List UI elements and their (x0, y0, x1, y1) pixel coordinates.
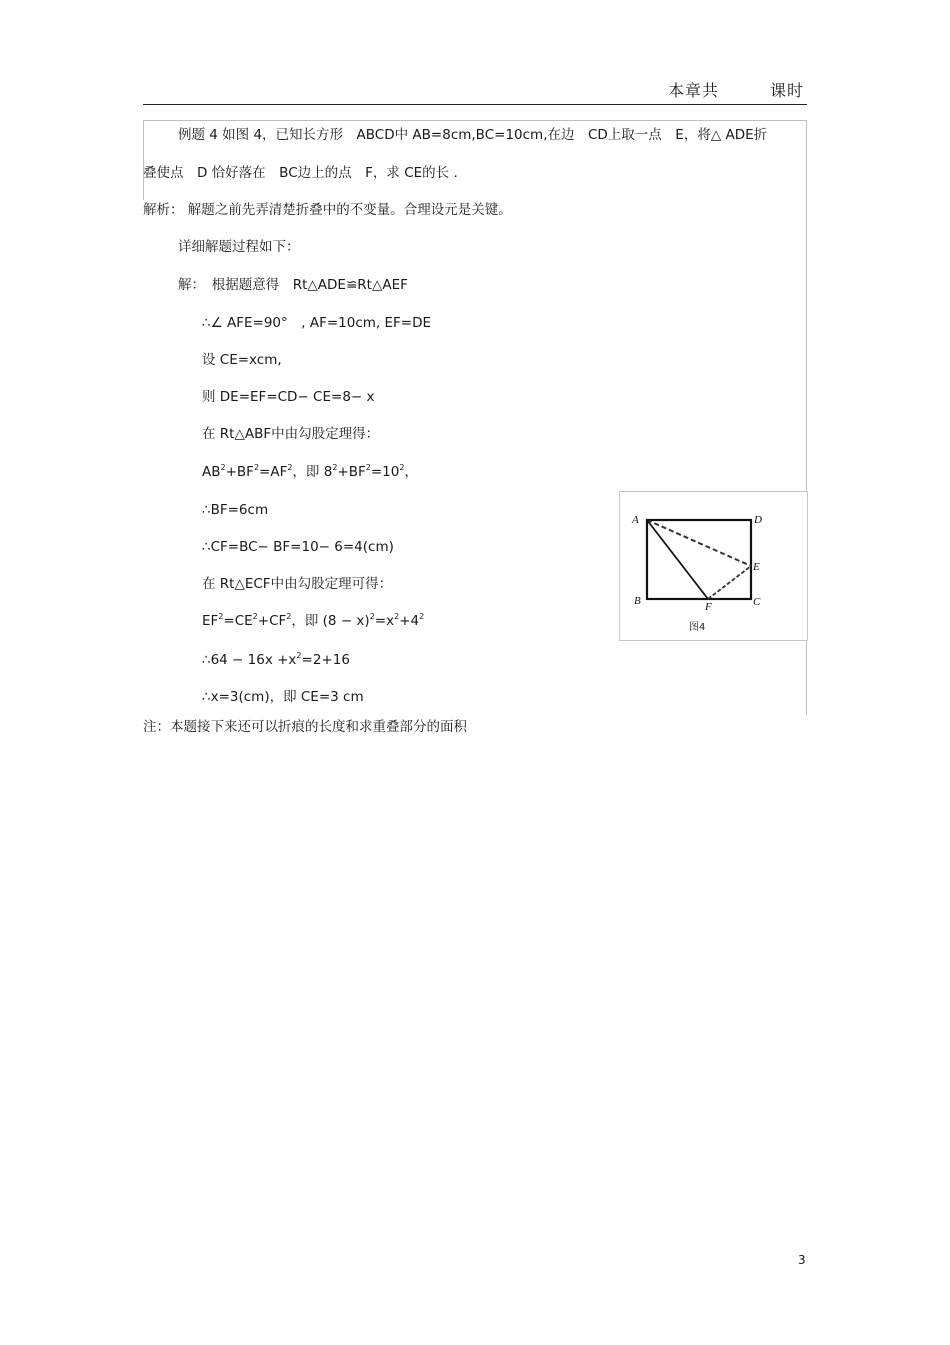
solution-step-9: 在 Rt△ECF中由勾股定理可得： (202, 576, 393, 592)
solution-step-7: ∴BF=6cm (202, 502, 269, 518)
solution-step-5: 在 Rt△ABF中由勾股定理得： (202, 426, 380, 442)
label-d: D (754, 514, 762, 526)
analysis-text: 解题之前先弄清楚折叠中的不变量。合理设元是关键。 (187, 202, 512, 218)
solution-step-10: $EF^2=CE^2+CF^2$，即 $(8 - x)^2=x^2+4^2$ (202, 611, 425, 629)
figure-4 (619, 491, 808, 641)
label-f: F (705, 601, 712, 613)
segment-af (647, 520, 708, 599)
analysis-label: 解析： (143, 202, 184, 218)
solution-step-1: 解： 根据题意得 Rt△ADE≌Rt△AEF (178, 277, 408, 293)
segment-fe (708, 566, 751, 599)
solution-step-4: 则 DE=EF=CD− CE=8− x (202, 389, 375, 405)
label-a: A (632, 514, 639, 526)
solution-step-8: ∴CF=BC− BF=10− 6=4(cm) (202, 539, 394, 555)
solution-intro: 详细解题过程如下： (178, 239, 300, 255)
figure-caption: 图4 (689, 622, 706, 633)
solution-step-12: ∴x=3(cm)，即 CE=3 cm (202, 689, 364, 705)
note-line: 注：本题接下来还可以折痕的长度和求重叠部分的面积 (143, 719, 467, 735)
label-c: C (753, 596, 761, 608)
header-rule (143, 104, 807, 105)
fold-line-ae (647, 520, 751, 566)
problem-line-2: 叠使点 D 恰好落在 BC边上的点 F，求 CE的长 . (143, 165, 458, 181)
figure-4-diagram (620, 492, 807, 640)
problem-line-1: 例题 4 如图 4，已知长方形 ABCD中 AB=8cm,BC=10cm,在边 CD上取一点 E，将△ ADE折 (178, 127, 768, 143)
solution-step-3: 设 CE=xcm, (202, 352, 282, 368)
page-number: 3 (798, 1253, 806, 1267)
frame-left-border (143, 120, 144, 200)
solution-step-11: ∴64 − $16x +x^2=2+16$ (202, 650, 350, 668)
label-b: B (634, 595, 641, 607)
analysis-line (143, 201, 512, 219)
header-title: 本章共 课时 (667, 81, 804, 100)
frame-top-border (143, 120, 807, 121)
label-e: E (753, 561, 760, 573)
solution-step-2: ∴∠ AFE=90° , AF=10cm, EF=DE (202, 315, 432, 331)
solution-step-6: $AB^2+BF^2=AF^2$，即 $8^2+BF^2=10^2$， (202, 462, 418, 480)
